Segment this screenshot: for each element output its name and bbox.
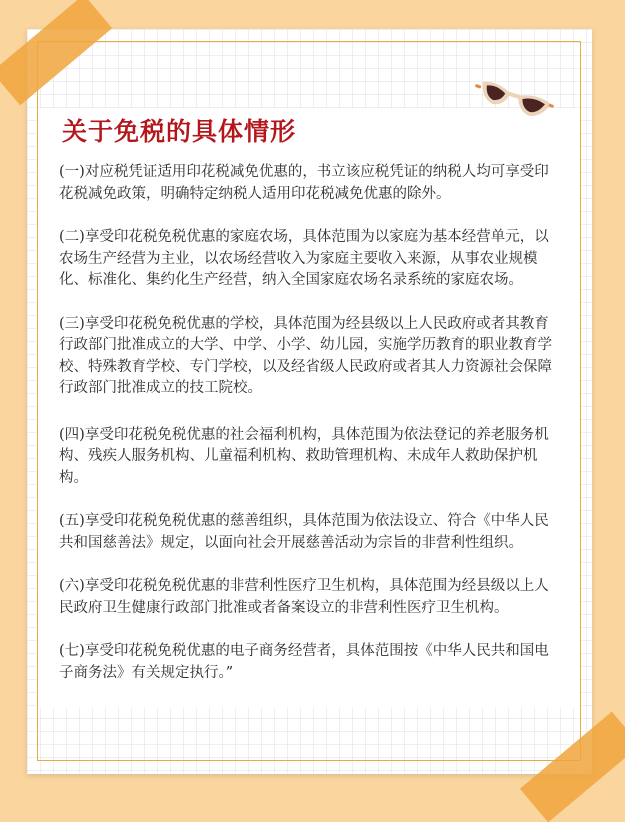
paragraph-3: (三)享受印花税免税优惠的学校，具体范围为经县级以上人民政府或者其教育行政部门批准成立的大学、中学、小学、幼儿园，实施学历教育的职业教育学校、特殊教育学校、专门学校，以及经省级人民政府或者其人力资源社会保障行政部门批准成立的技工院校。 — [59, 315, 552, 396]
paragraph-1: (一)对应税凭证适用印花税减免优惠的，书立该应税凭证的纳税人均可享受印花税减免政策，明确特定纳税人适用印花税减免优惠的除外。 — [59, 164, 549, 202]
document-body — [59, 162, 559, 706]
sunglasses-icon — [470, 80, 555, 125]
paragraph-7: (七)享受印花税免税优惠的电子商务经营者，具体范围按《中华人民共和国电子商务法》有关规定执行。” — [59, 643, 549, 681]
page-title: 关于免税的具体情形 — [62, 117, 297, 146]
paragraph-2: (二)享受印花税免税优惠的家庭农场，具体范围为以家庭为基本经营单元，以农场生产经营为主业，以农场经营收入为家庭主要收入来源，从事农业规模化、标准化、集约化生产经营，纳入全国家庭农场名录系统的家庭农场。 — [59, 229, 549, 288]
paragraph-5: (五)享受印花税免税优惠的慈善组织，具体范围为依法设立、符合《中华人民共和国慈善法》规定，以面向社会开展慈善活动为宗旨的非营利性组织。 — [59, 513, 549, 551]
paragraph-4: (四)享受印花税免税优惠的社会福利机构，具体范围为依法登记的养老服务机构、残疾人服务机构、儿童福利机构、救助管理机构、未成年人救助保护机构。 — [59, 426, 549, 486]
paragraph-6: (六)享受印花税免税优惠的非营利性医疗卫生机构，具体范围为经县级以上人民政府卫生健康行政部门批准或者备案设立的非营利性医疗卫生机构。 — [59, 578, 549, 616]
